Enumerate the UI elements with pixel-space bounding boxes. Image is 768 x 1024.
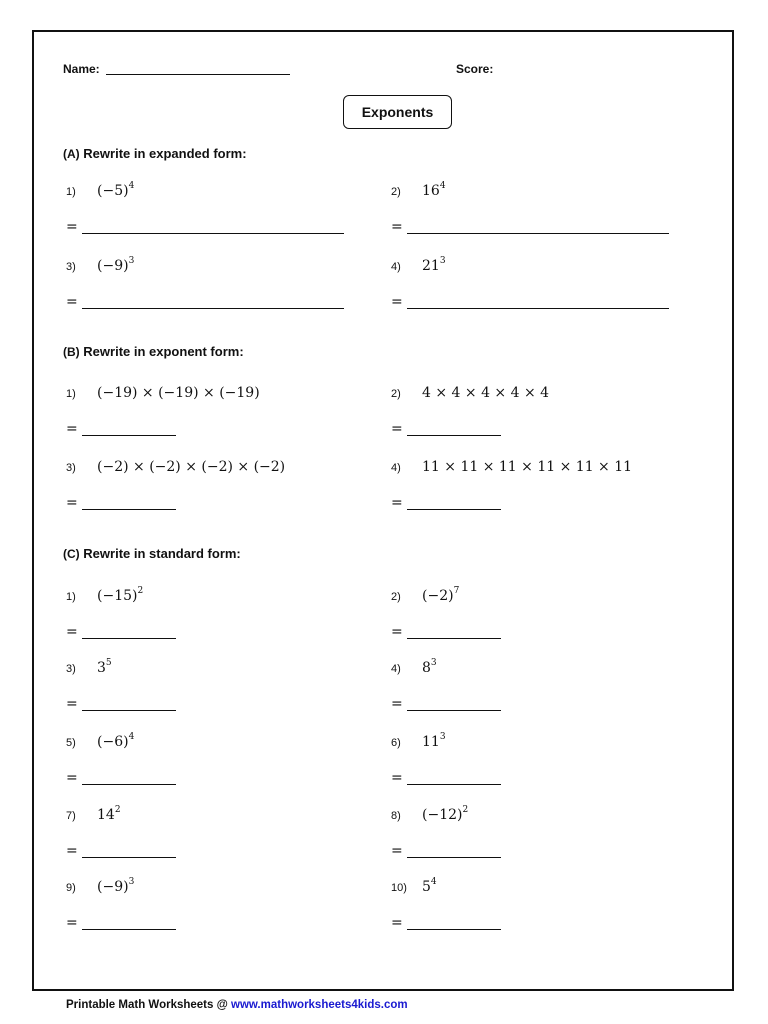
expression-base: (−2) xyxy=(422,588,454,604)
answer-line[interactable] xyxy=(66,219,344,235)
expression-base: (−6) xyxy=(97,734,129,750)
problem-expression xyxy=(97,258,134,274)
expression-exponent: 3 xyxy=(128,256,135,266)
answer-blank[interactable] xyxy=(407,499,501,510)
answer-blank[interactable] xyxy=(407,628,501,639)
worksheet-title: Exponents xyxy=(343,95,452,129)
answer-blank[interactable] xyxy=(82,298,344,309)
problem-item xyxy=(391,588,459,604)
expression-base: (−15) xyxy=(97,588,138,604)
problem-expression xyxy=(422,879,437,895)
answer-line[interactable] xyxy=(66,421,176,437)
problem-expression xyxy=(422,183,446,199)
equals-sign: = xyxy=(391,219,403,235)
answer-blank[interactable] xyxy=(82,700,176,711)
equals-sign: = xyxy=(66,770,78,786)
equals-sign: = xyxy=(66,294,78,310)
answer-line[interactable] xyxy=(391,696,501,712)
expression-exponent: 4 xyxy=(430,877,437,887)
problem-item xyxy=(391,459,632,475)
answer-line[interactable] xyxy=(391,624,501,640)
expression-exponent: 3 xyxy=(439,256,446,266)
section-title: Rewrite in expanded form: xyxy=(83,146,247,161)
answer-line[interactable] xyxy=(66,624,176,640)
problem-number: 5) xyxy=(66,737,76,749)
expression-base: 11 × 11 × 11 × 11 × 11 × 11 xyxy=(422,459,633,475)
answer-line[interactable] xyxy=(66,770,176,786)
expression-base: (−2) × (−2) × (−2) × (−2) xyxy=(97,459,286,475)
expression-exponent: 2 xyxy=(462,805,469,815)
problem-item xyxy=(66,734,134,750)
problem-number: 1) xyxy=(66,186,76,198)
problem-number: 1) xyxy=(66,388,76,400)
problem-expression xyxy=(97,588,143,604)
section-letter: (B) xyxy=(63,345,80,359)
problem-number: 10) xyxy=(391,882,407,894)
expression-exponent: 3 xyxy=(439,732,446,742)
problem-number: 2) xyxy=(391,388,401,400)
expression-base: (−5) xyxy=(97,183,129,199)
equals-sign: = xyxy=(391,294,403,310)
answer-line[interactable] xyxy=(66,495,176,511)
problem-item xyxy=(66,385,260,401)
answer-blank[interactable] xyxy=(407,425,501,436)
problem-item xyxy=(66,183,134,199)
answer-line[interactable] xyxy=(391,770,501,786)
answer-line[interactable] xyxy=(391,495,501,511)
equals-sign: = xyxy=(391,915,403,931)
equals-sign: = xyxy=(391,696,403,712)
answer-blank[interactable] xyxy=(82,847,176,858)
problem-expression xyxy=(422,807,468,823)
answer-line[interactable] xyxy=(391,219,669,235)
expression-base: (−9) xyxy=(97,258,129,274)
answer-blank[interactable] xyxy=(407,700,501,711)
section-heading xyxy=(63,146,247,161)
problem-number: 4) xyxy=(391,663,401,675)
equals-sign: = xyxy=(66,624,78,640)
problem-expression xyxy=(97,660,112,676)
section-heading xyxy=(63,546,241,561)
problem-expression xyxy=(97,183,134,199)
problem-item xyxy=(66,258,134,274)
problem-item xyxy=(66,879,134,895)
expression-base: 4 × 4 × 4 × 4 × 4 xyxy=(422,385,550,401)
answer-line[interactable] xyxy=(66,843,176,859)
name-blank xyxy=(106,74,290,75)
answer-line[interactable] xyxy=(66,294,344,310)
equals-sign: = xyxy=(66,915,78,931)
equals-sign: = xyxy=(66,495,78,511)
problem-number: 7) xyxy=(66,810,76,822)
section-title: Rewrite in standard form: xyxy=(83,546,241,561)
section-heading xyxy=(63,344,244,359)
score-label: Score: xyxy=(456,62,494,76)
section-letter: (C) xyxy=(63,547,80,561)
answer-line[interactable] xyxy=(391,294,669,310)
expression-exponent: 4 xyxy=(439,181,446,191)
answer-blank[interactable] xyxy=(82,223,344,234)
answer-blank[interactable] xyxy=(407,298,669,309)
problem-number: 1) xyxy=(66,591,76,603)
problem-number: 3) xyxy=(66,462,76,474)
expression-base: (−9) xyxy=(97,879,129,895)
expression-base: 11 xyxy=(422,734,440,750)
problem-item xyxy=(391,879,437,895)
expression-exponent: 3 xyxy=(430,658,437,668)
expression-base: (−19) × (−19) × (−19) xyxy=(97,385,260,401)
problem-expression xyxy=(422,660,437,676)
problem-number: 3) xyxy=(66,261,76,273)
expression-base: 5 xyxy=(422,879,431,895)
equals-sign: = xyxy=(391,421,403,437)
equals-sign: = xyxy=(391,843,403,859)
problem-expression xyxy=(97,807,121,823)
expression-exponent: 2 xyxy=(114,805,121,815)
footer-link[interactable]: www.mathworksheets4kids.com xyxy=(231,999,408,1011)
answer-blank[interactable] xyxy=(82,499,176,510)
problem-number: 8) xyxy=(391,810,401,822)
expression-base: 3 xyxy=(97,660,106,676)
expression-exponent: 4 xyxy=(128,732,135,742)
expression-base: 14 xyxy=(97,807,115,823)
expression-exponent: 5 xyxy=(105,658,112,668)
answer-blank[interactable] xyxy=(82,919,176,930)
problem-number: 4) xyxy=(391,462,401,474)
equals-sign: = xyxy=(66,421,78,437)
problem-expression xyxy=(422,385,549,401)
equals-sign: = xyxy=(391,624,403,640)
expression-base: 21 xyxy=(422,258,440,274)
problem-item xyxy=(391,258,446,274)
problem-expression xyxy=(97,734,134,750)
answer-blank[interactable] xyxy=(82,628,176,639)
problem-number: 4) xyxy=(391,261,401,273)
section-title: Rewrite in exponent form: xyxy=(83,344,244,359)
expression-base: 16 xyxy=(422,183,440,199)
expression-exponent: 2 xyxy=(137,586,144,596)
answer-line[interactable] xyxy=(66,915,176,931)
expression-exponent: 4 xyxy=(128,181,135,191)
problem-item xyxy=(391,807,468,823)
name-field xyxy=(63,62,290,76)
answer-line[interactable] xyxy=(391,843,501,859)
problem-item xyxy=(66,807,121,823)
problem-item xyxy=(66,588,143,604)
equals-sign: = xyxy=(391,495,403,511)
name-label: Name: xyxy=(63,62,100,76)
expression-base: 8 xyxy=(422,660,431,676)
problem-expression xyxy=(97,459,285,475)
problem-item xyxy=(391,660,437,676)
problem-expression xyxy=(422,588,459,604)
answer-line[interactable] xyxy=(391,915,501,931)
problem-number: 2) xyxy=(391,591,401,603)
equals-sign: = xyxy=(66,843,78,859)
problem-expression xyxy=(97,879,134,895)
problem-expression xyxy=(422,258,446,274)
problem-item xyxy=(391,385,549,401)
problem-number: 3) xyxy=(66,663,76,675)
equals-sign: = xyxy=(66,696,78,712)
answer-blank[interactable] xyxy=(82,425,176,436)
problem-number: 2) xyxy=(391,186,401,198)
problem-item xyxy=(66,459,285,475)
problem-number: 9) xyxy=(66,882,76,894)
footer-text: Printable Math Worksheets @ xyxy=(66,999,232,1011)
expression-exponent: 3 xyxy=(128,877,135,887)
footer xyxy=(66,999,408,1011)
expression-base: (−12) xyxy=(422,807,463,823)
answer-line[interactable] xyxy=(66,696,176,712)
answer-line[interactable] xyxy=(391,421,501,437)
answer-blank[interactable] xyxy=(407,847,501,858)
answer-blank[interactable] xyxy=(407,774,501,785)
answer-blank[interactable] xyxy=(407,919,501,930)
problem-expression xyxy=(422,459,632,475)
equals-sign: = xyxy=(391,770,403,786)
problem-item xyxy=(391,183,446,199)
problem-item xyxy=(391,734,446,750)
answer-blank[interactable] xyxy=(82,774,176,785)
equals-sign: = xyxy=(66,219,78,235)
problem-number: 6) xyxy=(391,737,401,749)
problem-expression xyxy=(422,734,446,750)
expression-exponent: 7 xyxy=(453,586,460,596)
answer-blank[interactable] xyxy=(407,223,669,234)
problem-item xyxy=(66,660,112,676)
problem-expression xyxy=(97,385,260,401)
section-letter: (A) xyxy=(63,147,80,161)
